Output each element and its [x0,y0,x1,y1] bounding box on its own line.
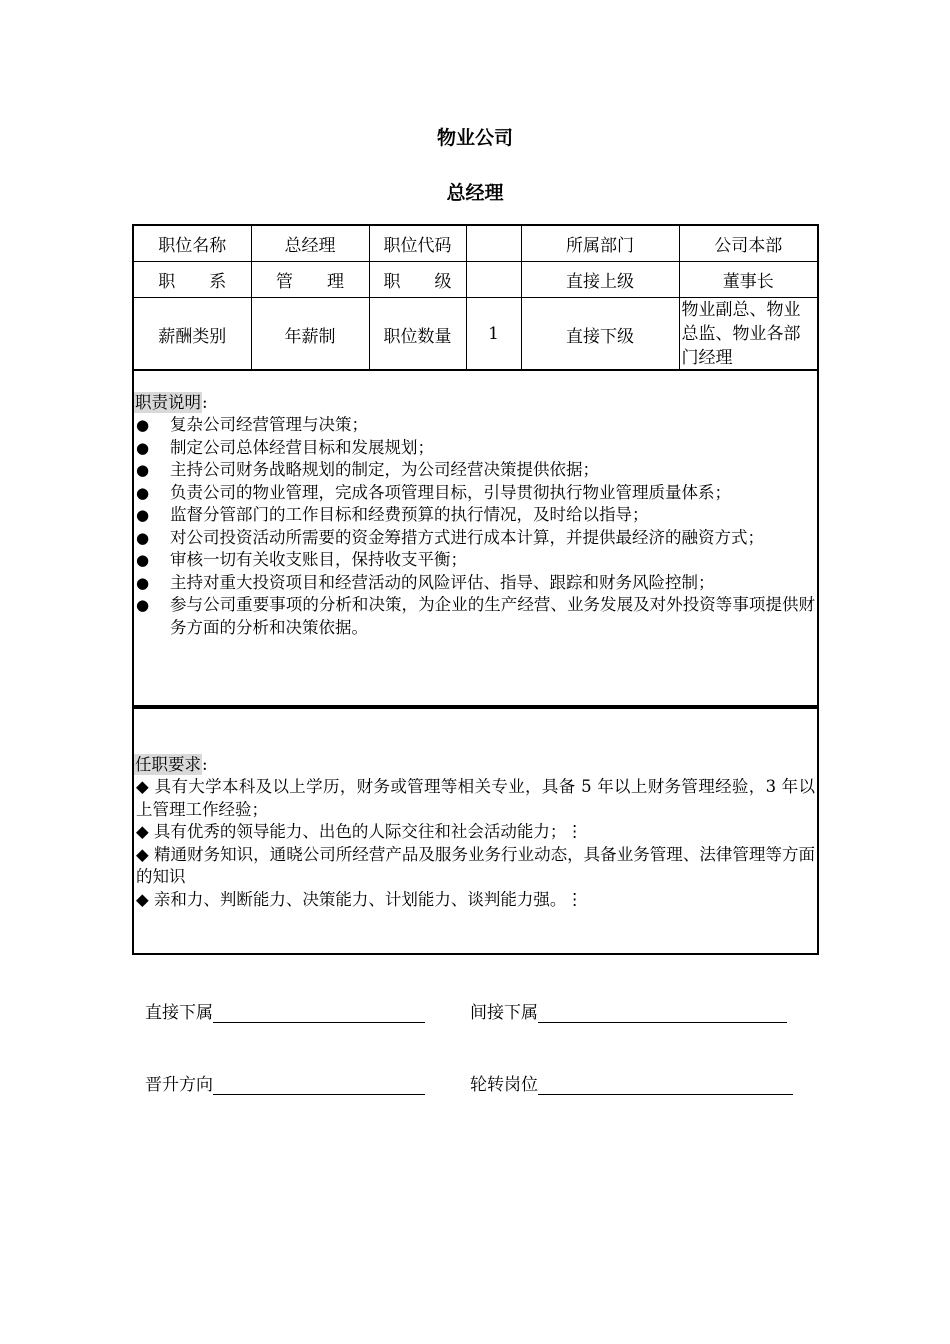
list-item [134,459,817,482]
duty-text: 对公司投资活动所需要的资金筹措方式进行成本计算，并提供最经济的融资方式； [170,527,764,547]
requirements-section [132,705,819,955]
indirect-subordinate-label: 间接下属 [470,1003,538,1023]
bullet-icon: ● [136,506,150,524]
list-item: ◆ 精通财务知识，通晓公司所经营产品及服务业务行业动态，具备业务管理、法律管理等方面的知识 [136,844,815,886]
list-item [134,549,817,572]
value-position-code [466,225,521,262]
bullet-icon: ● [136,596,150,614]
requirements-title: 任职要求 [135,755,201,774]
value-position-name: 总经理 [251,225,369,262]
label-department: 所属部门 [521,225,679,262]
bullet-icon: ● [136,461,150,479]
bullet-icon: ● [136,416,150,434]
list-item [134,414,817,437]
value-direct-superior: 董事长 [679,262,818,298]
duties-list [134,414,817,639]
label-job-level: 职 级 [369,262,466,298]
list-item [134,527,817,550]
bullet-icon: ● [136,551,150,569]
direct-subordinate-blank[interactable] [213,1004,425,1023]
value-direct-subordinate: 物业副总、物业总监、物业各部门经理 [679,298,818,371]
company-title: 物业公司 [436,127,513,149]
list-item: ◆ 亲和力、判断能力、决策能力、计划能力、谈判能力强。⋮ [136,889,583,909]
rotation-label: 轮转岗位 [470,1075,538,1095]
label-position-name: 职位名称 [133,225,251,262]
value-department: 公司本部 [679,225,818,262]
requirements-title-colon: : [202,755,208,774]
promotion-field [145,1070,425,1095]
duty-text: 制定公司总体经营目标和发展规划； [170,437,434,457]
label-position-count: 职位数量 [369,298,466,371]
duty-text: 审核一切有关收支账目，保持收支平衡； [170,550,467,569]
promotion-label: 晋升方向 [145,1075,213,1095]
label-position-code: 职位代码 [369,225,466,262]
duty-text: 负责公司的物业管理，完成各项管理目标，引导贯彻执行物业管理质量体系； [170,482,731,502]
duty-text: 主持公司财务战略规划的制定，为公司经营决策提供依据； [170,460,599,479]
value-position-count: 1 [466,298,521,371]
label-salary-type: 薪酬类别 [133,298,251,371]
duties-title: 职责说明 [135,393,201,412]
list-item [134,504,817,527]
direct-subordinate-field [145,998,425,1023]
rotation-blank[interactable] [538,1076,793,1095]
duties-title-colon: : [202,393,208,412]
bullet-icon: ● [136,573,150,592]
table-row [133,225,818,262]
list-item: ◆ 具有优秀的领导能力、出色的人际交往和社会活动能力；⋮ [136,822,583,841]
table-row [133,262,818,298]
label-job-family: 职 系 [133,262,251,298]
direct-subordinate-label: 直接下属 [145,1003,213,1023]
indirect-subordinate-field [470,998,787,1023]
position-title: 总经理 [446,182,504,204]
list-item: ◆ 具有大学本科及以上学历，财务或管理等相关专业，具备 5 年以上财务管理经验，3 年以上管理工作经验； [136,777,815,819]
bullet-icon: ● [136,528,150,547]
promotion-blank[interactable] [213,1076,425,1095]
list-item [134,594,817,639]
list-item [134,482,817,505]
job-info-table [132,224,819,371]
duties-section [132,369,819,709]
requirements-list [134,776,817,911]
label-direct-superior: 直接上级 [521,262,679,298]
value-job-family: 管 理 [251,262,369,298]
bullet-icon: ● [136,483,150,502]
list-item [134,437,817,460]
indirect-subordinate-blank[interactable] [538,1004,787,1023]
bullet-icon: ● [136,438,150,457]
table-row [133,298,818,371]
value-salary-type: 年薪制 [251,298,369,371]
duty-text: 监督分管部门的工作目标和经费预算的执行情况，及时给以指导； [170,505,649,524]
duty-text: 主持对重大投资项目和经营活动的风险评估、指导、跟踪和财务风险控制； [170,572,715,592]
list-item [134,572,817,595]
value-job-level [466,262,521,298]
duty-text: 复杂公司经营管理与决策； [170,415,368,434]
duty-text: 参与公司重要事项的分析和决策，为企业的生产经营、业务发展及对外投资等事项提供财务方面的分析和决策依据。 [170,595,815,637]
label-direct-subordinate: 直接下级 [521,298,679,371]
rotation-field [470,1070,793,1095]
